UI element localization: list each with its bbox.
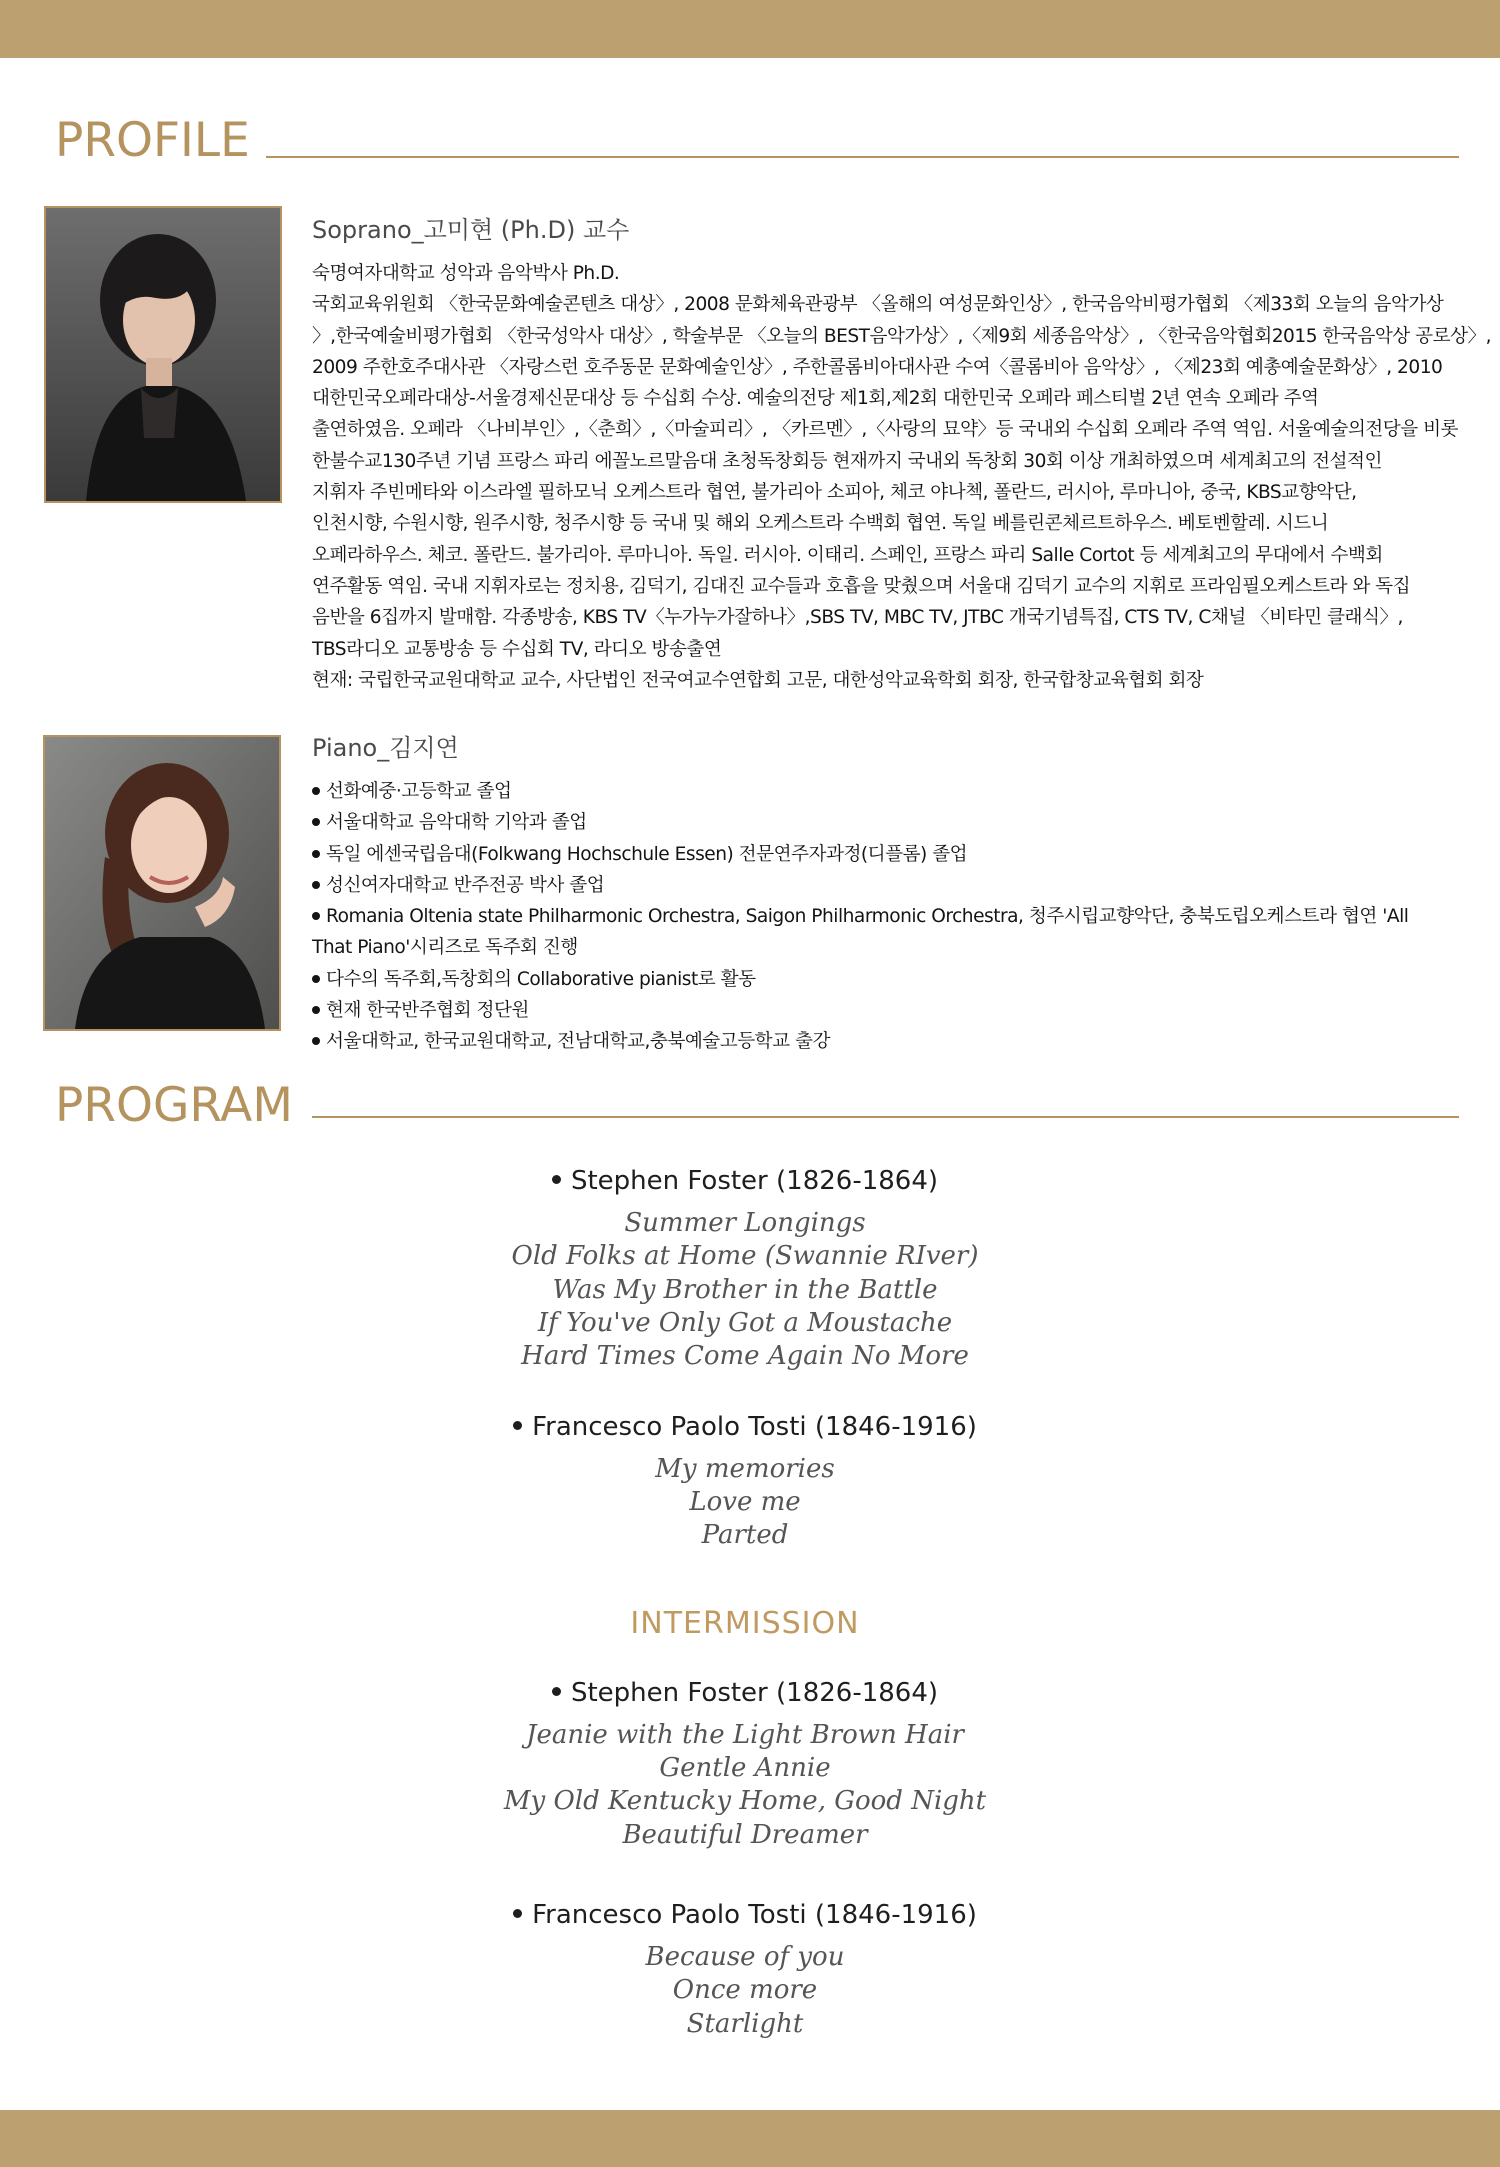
- soprano-bio-line: 현재: 국립한국교원대학교 교수, 사단법인 전국여교수연합회 고문, 대한성악교육학회 회장, 한국합창교육협회 회장: [312, 669, 1204, 691]
- work-title: My memories: [655, 1453, 835, 1484]
- program-piece: [300, 1165, 1190, 1374]
- soprano-bio-line: 2009 주한호주대사관 〈자랑스런 호주동문 문화예술인상〉, 주한콜롬비아대사관 수여〈콜롬비아 음악상〉, 〈제23회 예총예술문화상〉, 2010: [312, 356, 1443, 378]
- soprano-bio-line: 〉,한국예술비평가협회 〈한국성악사 대상〉, 학술부문 〈오늘의 BEST음악가상〉,〈제9회 세종음악상〉, 〈한국음악협회2015 한국음악상 공로상〉,: [312, 325, 1492, 347]
- piano-photo: [43, 735, 281, 1031]
- top-band: [0, 0, 1500, 58]
- list-item: 서울대학교 음악대학 기악과 졸업: [312, 807, 1472, 838]
- list-item: 현재 한국반주협회 정단원: [312, 995, 1472, 1026]
- work-title: My Old Kentucky Home, Good Night: [503, 1786, 987, 1817]
- bottom-band: [0, 2110, 1500, 2167]
- works-list: [300, 1719, 1190, 1853]
- list-item: 서울대학교, 한국교원대학교, 전남대학교,충북예술고등학교 출강: [312, 1026, 1472, 1057]
- works-list: [300, 1453, 1190, 1553]
- list-item: 다수의 독주회,독창회의 Collaborative pianist로 활동: [312, 964, 1472, 995]
- intermission-label: INTERMISSION: [630, 1605, 860, 1641]
- soprano-bio-line: 출연하였음. 오페라 〈나비부인〉,〈춘희〉,〈마술피리〉, 〈카르멘〉,〈사랑의 묘약〉등 국내외 수십회 오페라 주역 역임. 서울예술의전당을 비롯: [312, 419, 1458, 441]
- composer: Francesco Paolo Tosti (1846-1916): [300, 1411, 1190, 1445]
- work-title: Parted: [701, 1520, 789, 1551]
- soprano-bio-line: 연주활동 역임. 국내 지휘자로는 정치용, 김덕기, 김대진 교수들과 호흡을 맞췄으며 서울대 김덕기 교수의 지휘로 프라임필오케스트라 와 독집: [312, 575, 1411, 597]
- works-list: [300, 1207, 1190, 1374]
- soprano-bio-line: 지휘자 주빈메타와 이스라엘 필하모닉 오케스트라 협연, 불가리아 소피아, 체코 야나첵, 폴란드, 러시아, 루마니아, 중국, KBS교향악단,: [312, 482, 1357, 504]
- list-item: Romania Oltenia state Philharmonic Orchestra, Saigon Philharmonic Orchestra, 청주시립교향악단, 충북도립오케스트라 협연 'All That Piano'시리즈로 독주회 진행: [312, 906, 1409, 959]
- program-rule: [312, 1116, 1459, 1118]
- bullet-icon: [513, 1421, 522, 1430]
- profile-rule: [266, 156, 1459, 158]
- work-title: Love me: [689, 1487, 801, 1518]
- program-list: [300, 1165, 1190, 2041]
- list-item: 선화예중·고등학교 졸업: [312, 776, 1472, 807]
- bullet-icon: [312, 912, 320, 920]
- bullet-icon: [312, 1037, 320, 1045]
- work-title: Hard Times Come Again No More: [521, 1341, 969, 1372]
- profile-title: PROFILE: [55, 113, 250, 168]
- program-piece: [300, 1899, 1190, 2041]
- piano-name: Piano_김지연: [312, 734, 459, 762]
- work-title: If You've Only Got a Moustache: [537, 1308, 953, 1339]
- work-title: Once more: [672, 1975, 818, 2006]
- soprano-bio-line: 음반을 6집까지 발매함. 각종방송, KBS TV〈누가누가잘하나〉,SBS TV, MBC TV, JTBC 개국기념특집, CTS TV, C채널 〈비타민 클래식〉,: [312, 607, 1403, 629]
- program-title: PROGRAM: [55, 1078, 293, 1133]
- bullet-icon: [312, 818, 320, 826]
- soprano-bio-line: TBS라디오 교통방송 등 수십회 TV, 라디오 방송출연: [312, 638, 722, 660]
- soprano-bio-line: 대한민국오페라대상-서울경제신문대상 등 수십회 수상. 예술의전당 제1회,제2회 대한민국 오페라 페스티벌 2년 연속 오페라 주역: [312, 388, 1319, 410]
- soprano-bio-line: 한불수교130주년 기념 프랑스 파리 에꼴노르말음대 초청독창회등 현재까지 국내외 독창회 30회 이상 개최하였으며 세계최고의 전설적인: [312, 450, 1382, 472]
- composer: Stephen Foster (1826-1864): [300, 1677, 1190, 1711]
- composer: Francesco Paolo Tosti (1846-1916): [300, 1899, 1190, 1933]
- bullet-icon: [312, 850, 320, 858]
- program-piece: [300, 1411, 1190, 1553]
- bullet-icon: [552, 1687, 561, 1696]
- soprano-photo: [44, 206, 282, 503]
- work-title: Summer Longings: [624, 1207, 866, 1238]
- works-list: [300, 1941, 1190, 2041]
- list-item: 성신여자대학교 반주전공 박사 졸업: [312, 870, 1472, 901]
- bullet-icon: [552, 1175, 561, 1184]
- work-title: Because of you: [645, 1942, 845, 1973]
- program-piece: [300, 1677, 1190, 1852]
- soprano-bio: [312, 258, 1492, 696]
- bullet-icon: [312, 975, 320, 983]
- work-title: Jeanie with the Light Brown Hair: [526, 1719, 964, 1750]
- work-title: Beautiful Dreamer: [622, 1819, 868, 1850]
- piano-bio: [312, 776, 1472, 1058]
- soprano-bio-line: 오페라하우스. 체코. 폴란드. 불가리아. 루마니아. 독일. 러시아. 이태리. 스페인, 프랑스 파리 Salle Cortot 등 세계최고의 무대에서 수백회: [312, 544, 1383, 566]
- work-title: Was My Brother in the Battle: [552, 1274, 938, 1305]
- work-title: Gentle Annie: [659, 1753, 831, 1784]
- soprano-bio-line: 국회교육위원회 〈한국문화예술콘텐츠 대상〉, 2008 문화체육관광부 〈올해의 여성문화인상〉, 한국음악비평가협회 〈제33회 오늘의 음악가상: [312, 294, 1444, 316]
- soprano-bio-line: 인천시향, 수원시향, 원주시향, 청주시향 등 국내 및 해외 오케스트라 수백회 협연. 독일 베를린콘체르트하우스. 베토벤할레. 시드니: [312, 513, 1329, 535]
- work-title: Starlight: [686, 2008, 804, 2039]
- work-title: Old Folks at Home (Swannie RIver): [511, 1241, 979, 1272]
- soprano-name: Soprano_고미현 (Ph.D) 교수: [312, 216, 630, 244]
- soprano-bio-line: 숙명여자대학교 성악과 음악박사 Ph.D.: [312, 263, 620, 284]
- bullet-icon: [312, 787, 320, 795]
- list-item: 독일 에센국립음대(Folkwang Hochschule Essen) 전문연주자과정(디플롬) 졸업: [312, 839, 1472, 870]
- composer: Stephen Foster (1826-1864): [300, 1165, 1190, 1199]
- bullet-icon: [513, 1909, 522, 1918]
- bullet-icon: [312, 1006, 320, 1014]
- bullet-icon: [312, 881, 320, 889]
